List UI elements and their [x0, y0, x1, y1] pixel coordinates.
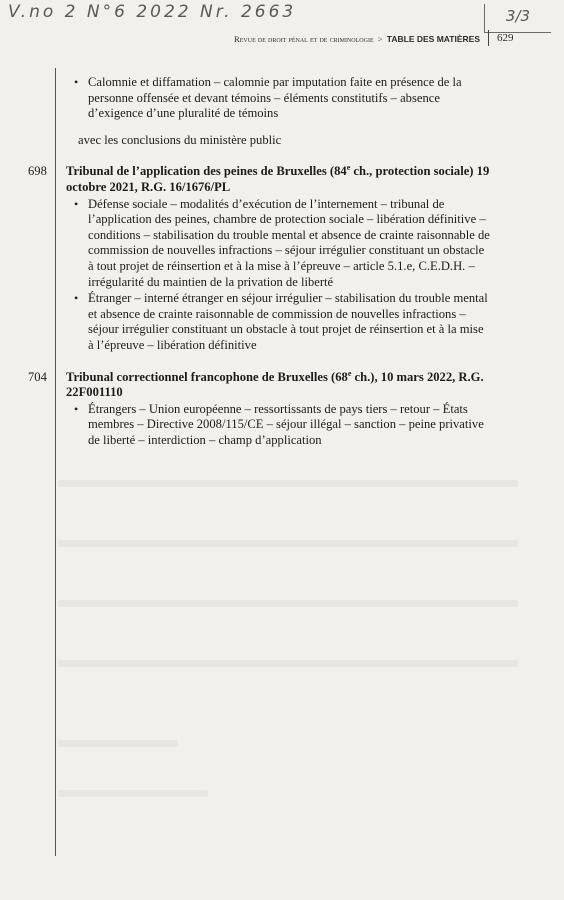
keyword-text: Étrangers – Union européenne – ressortissants de pays tiers – retour – États membres – Directive 2008/115/CE – séjour illégal – sanction – peine privative de liberté – interdiction – champ d’application	[88, 401, 484, 447]
bullet-icon: •	[74, 196, 79, 211]
entry-note: avec les conclusions du ministère public	[78, 132, 282, 147]
bleed-through	[58, 540, 518, 547]
table-of-contents	[28, 75, 491, 448]
page-number: 629	[488, 30, 514, 46]
keyword-text: Défense sociale – modalités d’exécution de l’internement – tribunal de l’application des peines, chambre de protection sociale – libération définitive – conditions – stabilisation du trouble mental et absence de crainte raisonnable de commission de nouvelles infractions – séjour irrégulier constituant un obstacle à tout projet de réinsertion et à la mise à l’épreuve – article 5.1.e, C.E.D.H. – irrégularité du maintien de la privation de liberté	[88, 196, 490, 289]
bleed-through	[58, 740, 178, 747]
handwritten-page-mark: 3/3	[484, 4, 551, 33]
entry-title-part: ch., protection sociale) 19 octobre 2021, R.G. 16/1676/PL	[66, 164, 490, 194]
running-header	[205, 34, 480, 44]
bullet-icon: •	[74, 291, 79, 306]
entry-title-superscript: e	[346, 163, 351, 173]
entry-title	[66, 164, 491, 195]
bleed-through	[58, 600, 518, 607]
keyword-text: Calomnie et diffamation – calomnie par imputation faite en présence de la personne offensée et devant témoins – éléments constitutifs – absence d’exigence d’une pluralité de témoins	[88, 75, 462, 121]
bleed-through	[58, 660, 518, 667]
journal-title: Revue de droit pénal et de criminologie	[234, 34, 374, 44]
bleed-through	[58, 790, 208, 797]
list-item	[66, 197, 491, 291]
bleed-through	[58, 480, 518, 487]
entry-title-part: Tribunal correctionnel francophone de Bruxelles (68	[66, 369, 348, 384]
entry-page-number: 698	[28, 164, 47, 179]
entry-page-number: 704	[28, 369, 47, 384]
margin-rule	[55, 68, 56, 856]
header-separator: >	[377, 34, 383, 44]
toc-entry	[28, 368, 491, 449]
section-title: TABLE DES MATIÈRES	[386, 34, 480, 44]
bullet-icon: •	[74, 75, 79, 89]
list-item	[66, 291, 491, 353]
entry-title-part: Tribunal de l’application des peines de Bruxelles (84	[66, 164, 347, 179]
entry-title-superscript: e	[347, 368, 352, 378]
list-item	[66, 402, 491, 449]
toc-entry	[28, 163, 491, 353]
keyword-text: Étranger – interné étranger en séjour irrégulier – stabilisation du trouble mental et absence de crainte raisonnable de commission de nouvelles infractions – séjour irrégulier constituant un obstacle à tout projet de réinsertion et à la mise à l’épreuve – libération définitive	[88, 291, 488, 352]
list-item	[66, 75, 491, 122]
entry-title	[66, 370, 491, 401]
bullet-icon: •	[74, 401, 79, 416]
handwritten-annotation: V.no 2 N°6 2022 Nr. 2663	[8, 2, 297, 22]
entry-title-part: ch.), 10 mars 2022, R.G. 22F001110	[66, 369, 484, 400]
